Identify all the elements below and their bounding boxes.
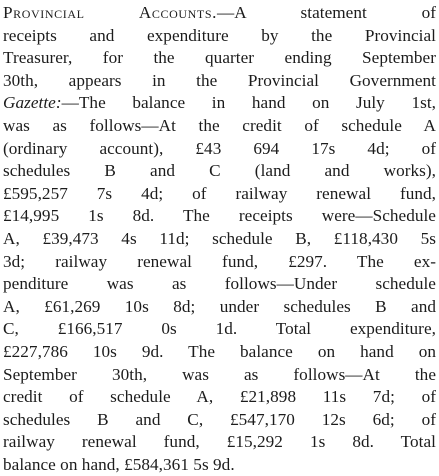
article-line-10: £14,995 1s 8d. The receipts were—Schedule bbox=[3, 206, 436, 226]
article-line-14: A, £61,269 10s 8d; under schedules B and bbox=[3, 296, 436, 316]
article-line-12: 3d; railway renewal fund, £297. The ex- bbox=[3, 251, 436, 271]
article-line-21: balance on hand, £584,361 5s 9d. bbox=[3, 454, 235, 474]
gazette-italic: Gazette: bbox=[3, 93, 62, 113]
article-line-20: railway renewal fund, £15,292 1s 8d. Total bbox=[3, 432, 436, 452]
article-line-18: credit of schedule A, £21,898 11s 7d; of bbox=[3, 387, 436, 407]
article-line-11: A, £39,473 4s 11d; schedule B, £118,430 5s bbox=[3, 228, 436, 248]
article-line-2: receipts and expenditure by the Provincial bbox=[3, 25, 436, 45]
article-line-1-text: —A statement of bbox=[217, 3, 436, 22]
article-line-19: schedules B and C, £547,170 12s 6d; of bbox=[3, 409, 436, 429]
article-line-16: £227,786 10s 9d. The balance on hand on bbox=[3, 341, 436, 361]
article-line-8: schedules B and C (land and works), bbox=[3, 161, 436, 181]
article-line-13: penditure was as follows—Under schedule bbox=[3, 274, 436, 294]
article-line-5-text: —The balance in hand on July 1st, bbox=[61, 93, 436, 113]
article-line-9: £595,257 7s 4d; of railway renewal fund, bbox=[3, 183, 436, 203]
article-line-5 bbox=[3, 92, 436, 115]
article-line-17: September 30th, was as follows—At the bbox=[3, 364, 436, 384]
article-line-4: 30th, appears in the Provincial Government bbox=[3, 70, 436, 90]
article-line-7: (ordinary account), £43 694 17s 4d; of bbox=[3, 138, 436, 158]
article-headline: Provincial Accounts. bbox=[3, 3, 218, 22]
article-line-15: C, £166,517 0s 1d. Total expenditure, bbox=[3, 319, 436, 339]
newspaper-article bbox=[3, 2, 436, 476]
article-line-3: Treasurer, for the quarter ending September bbox=[3, 48, 436, 68]
article-line-6: was as follows—At the credit of schedule A bbox=[3, 115, 436, 135]
article-line-1 bbox=[3, 2, 436, 25]
